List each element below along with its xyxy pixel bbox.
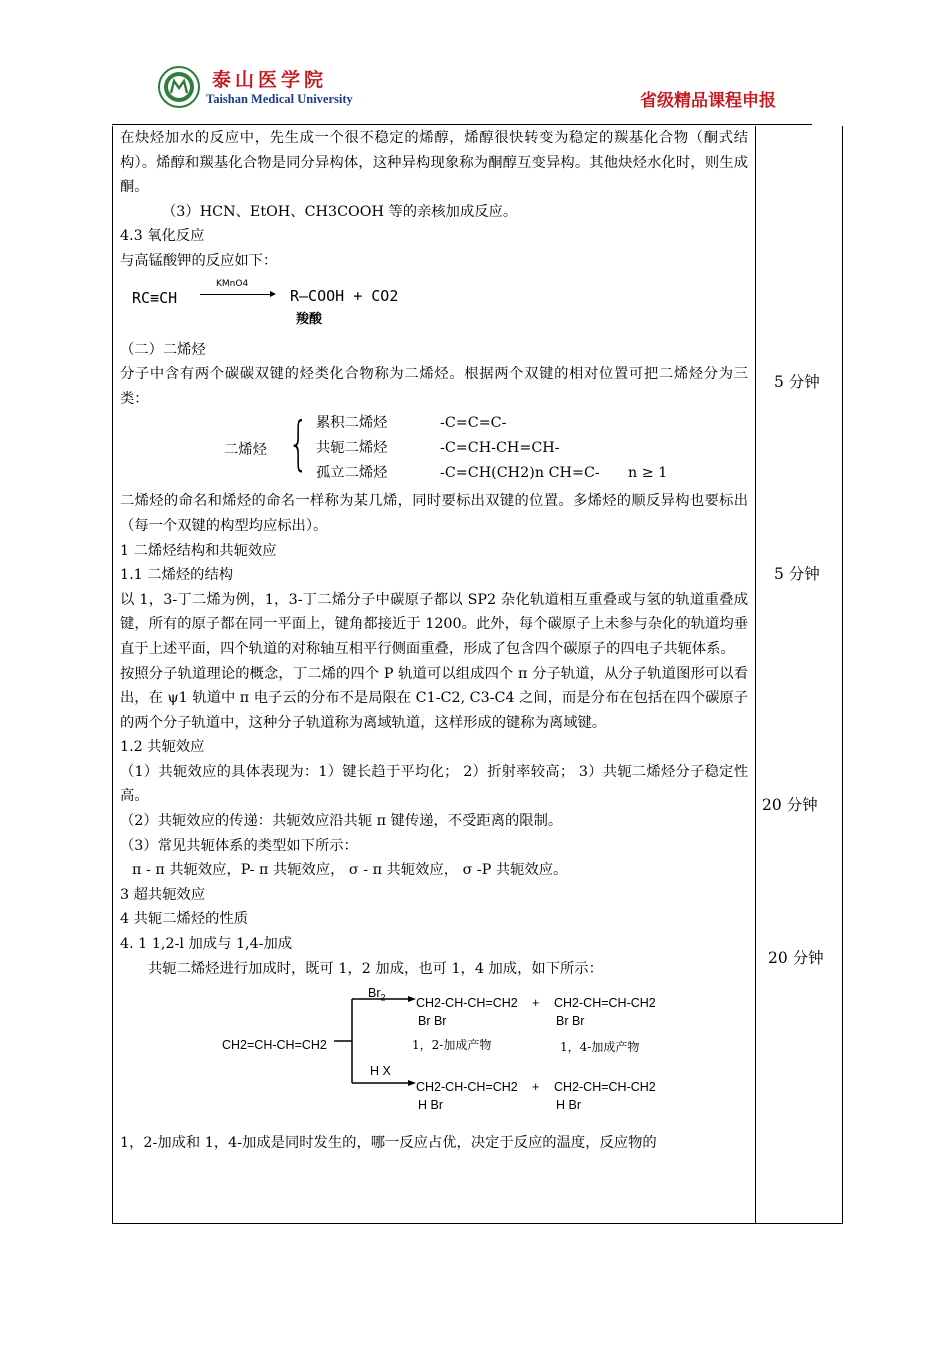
class-name: 累积二烯烃: [316, 415, 388, 432]
class-row: [316, 461, 668, 486]
reactant: CH2=CH-CH=CH2: [222, 1038, 327, 1053]
reagent-top: $Br_2$: [368, 986, 386, 1003]
product-label: 羧酸: [296, 311, 323, 327]
section-heading: 4 共轭二烯烃的性质: [120, 911, 249, 928]
paragraph: 共轭二烯烃进行加成时，既可 1，2 加成，也可 1，4 加成，如下所示：: [148, 960, 603, 977]
class-formula: -C=CH-CH=CH-: [440, 440, 560, 457]
time-allocation: 20 分钟: [768, 949, 824, 967]
page-header: [0, 0, 952, 125]
university-logo-icon: [158, 66, 200, 108]
product-14-br: CH2-CH=CH-CH2: [554, 996, 656, 1011]
label-12: 1，2-加成产物: [412, 1038, 492, 1053]
class-name: 共轭二烯烃: [316, 440, 388, 457]
product-sub: H Br: [418, 1098, 443, 1113]
university-name-cn: 泰山医学院: [212, 69, 328, 91]
university-name-en: Taishan Medical University: [206, 92, 353, 106]
product-sub: Br Br: [418, 1014, 447, 1029]
class-formula: -C=C=C-: [440, 415, 507, 432]
paragraph: 二烯烃的命名和烯烃的命名一样称为某几烯，同时要标出双键的位置。多烯烃的顺反异构也要标出（每一个双键的构型均应标出）。: [120, 493, 748, 534]
plus: +: [532, 1080, 540, 1095]
paragraph: （3）常见共轭体系的类型如下所示：: [120, 837, 358, 854]
class-row: [316, 411, 507, 436]
paragraph: （2）共轭效应的传递：共轭效应沿共轭 π 键传递，不受距离的限制。: [120, 813, 563, 830]
oxidation-equation: [120, 274, 748, 338]
time-allocation: 20 分钟: [762, 796, 818, 814]
paragraph: 在炔烃加水的反应中，先生成一个很不稳定的烯醇，烯醇很快转变为稳定的羰基化合物（酮式结构）。烯醇和羰基化合物是同分异构体，这种异构现象称为酮醇互变异构。其他炔烃水化时，则生成酮。: [120, 130, 748, 196]
paragraph: 按照分子轨道理论的概念，丁二烯的四个 P 轨道可以组成四个 π 分子轨道，从分子轨道图形可以看出，在 ψ1 轨道中 π 电子云的分布不是局限在 C1-C2, C3-C4 之间，而是分布在包括在四个碳原子的两个分子轨道中，这种分子轨道称为离域轨道，这样形成的键称为离域键。: [120, 665, 748, 731]
product-sub: H Br: [556, 1098, 581, 1113]
section-heading: 4.3 氧化反应: [120, 228, 205, 245]
paragraph: 分子中含有两个碳碳双键的烃类化合物称为二烯烃。根据两个双键的相对位置可把二烯烃分为三类：: [120, 366, 748, 407]
diene-classification: [120, 411, 748, 489]
time-allocation: 5 分钟: [774, 373, 820, 391]
section-heading: 1.2 共轭效应: [120, 739, 205, 756]
product-sub: Br Br: [556, 1014, 585, 1029]
label-14: 1，4-加成产物: [560, 1040, 640, 1055]
class-name: 孤立二烯烃: [316, 465, 388, 482]
section-heading: 4. 1 1,2-l 加成与 1,4-加成: [120, 936, 293, 953]
class-formula: -C=CH(CH2)n CH=C-: [440, 465, 600, 482]
section-heading: 3 超共轭效应: [120, 886, 206, 903]
product-12-hx: CH2-CH-CH=CH2: [416, 1080, 518, 1095]
class-note: n ≥ 1: [628, 465, 668, 482]
product: R—COOH + CO2: [290, 286, 399, 305]
section-heading: （二）二烯烃: [120, 341, 206, 358]
reaction-arrow-icon: [200, 294, 274, 295]
column-divider: [755, 126, 756, 1223]
section-heading: 1.1 二烯烃的结构: [120, 567, 234, 584]
plus: +: [532, 996, 540, 1011]
product-12-br: CH2-CH-CH=CH2: [416, 996, 518, 1011]
paragraph: π - π 共轭效应，P- π 共轭效应， σ - π 共轭效应， σ -P 共轭效应。: [132, 862, 568, 879]
reactant: RC≡CH: [132, 288, 178, 307]
time-allocation: 5 分钟: [774, 565, 820, 583]
main-content: [120, 126, 748, 1156]
product-14-hx: CH2-CH=CH-CH2: [554, 1080, 656, 1095]
paragraph: 与高锰酸钾的反应如下：: [120, 252, 278, 269]
class-row: [316, 436, 560, 461]
section-heading: 1 二烯烃结构和共轭效应: [120, 542, 277, 559]
classification-label: 二烯烃: [224, 442, 267, 459]
brace-icon: {: [288, 409, 309, 478]
application-title: 省级精品课程申报: [640, 91, 776, 111]
reagent-bottom: H X: [370, 1064, 391, 1079]
paragraph: （3）HCN、EtOH、CH3COOH 等的亲核加成反应。: [162, 203, 518, 220]
reagent: KMnO4: [216, 278, 249, 289]
paragraph: 1，2-加成和 1，4-加成是同时发生的，哪一反应占优，决定于反应的温度，反应物的: [120, 1135, 657, 1152]
header-rule: [112, 124, 812, 125]
paragraph: （1）共轭效应的具体表现为：1）键长趋于平均化； 2）折射率较高； 3）共轭二烯烃分子稳定性高。: [120, 763, 748, 805]
paragraph: 以 1，3-丁二烯为例，1，3-丁二烯分子中碳原子都以 SP2 杂化轨道相互重叠或与氢的轨道重叠成键，所有的原子都在同一平面上，键角都接近于 1200。此外，每个碳原子上未参与杂化的轨道均垂直于上述平面，四个轨道的对称轴互相平行侧面重叠，形成了包含四个碳原子的四电子共轭体系。: [120, 591, 748, 657]
addition-scheme: [120, 981, 748, 1131]
